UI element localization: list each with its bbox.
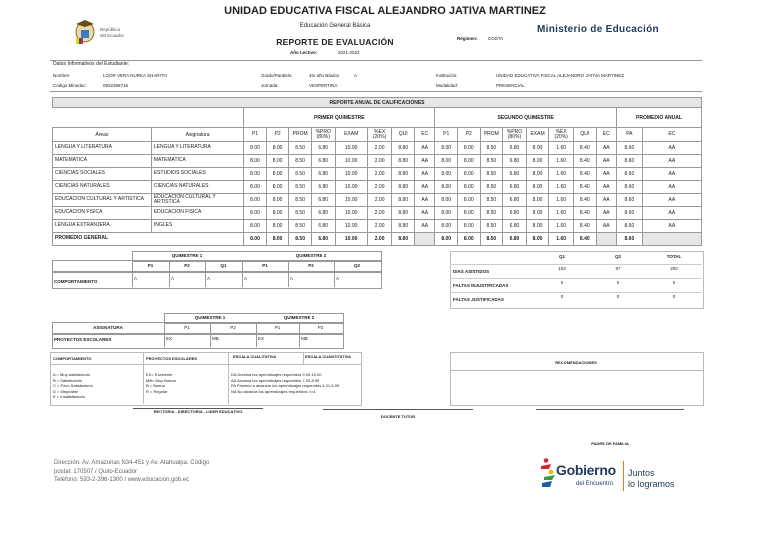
grade-cell: AA bbox=[642, 168, 701, 181]
grade-cell: 8.50 bbox=[289, 168, 312, 181]
grade-cell: AA bbox=[596, 207, 616, 220]
government-logo bbox=[540, 455, 700, 497]
institution-label: Institución: bbox=[436, 73, 458, 78]
grade-cell: 1.60 bbox=[549, 181, 574, 194]
grade-cell: AA bbox=[596, 194, 616, 207]
area-cell: EDUCACION FISICA bbox=[53, 207, 152, 220]
area-cell: LENGUA EXTRANJERA bbox=[53, 220, 152, 233]
grade-cell: 8.60 bbox=[616, 220, 642, 233]
area-cell: EDUCACION CULTURAL Y ARTISTICA bbox=[53, 194, 152, 207]
general-average-cell: 8.50 bbox=[480, 233, 503, 246]
grade-cell: AA bbox=[642, 181, 701, 194]
grade-cell: 8.40 bbox=[574, 142, 597, 155]
grade-cell: 2.00 bbox=[367, 155, 392, 168]
year-label: Año Lectivo: bbox=[290, 50, 318, 55]
grade-cell: 8.00 bbox=[526, 155, 549, 168]
legend-section bbox=[50, 352, 360, 404]
area-column-header: Áreas bbox=[53, 128, 152, 142]
grade-col-header: P2 bbox=[266, 128, 289, 142]
grade-cell: 6.80 bbox=[311, 220, 335, 233]
grade-cell: 2.00 bbox=[367, 181, 392, 194]
area-cell: MATEMATICA bbox=[53, 155, 152, 168]
grade-cell: 8.00 bbox=[526, 207, 549, 220]
attendance-row-label: FALTAS JUSTIFICADAS bbox=[453, 297, 504, 302]
grade-cell: 2.00 bbox=[367, 168, 392, 181]
grade-cell: 10.00 bbox=[335, 220, 367, 233]
general-average-cell: 6.80 bbox=[503, 233, 527, 246]
name-label: Nombre: bbox=[53, 73, 71, 78]
grade-col-header: QUI bbox=[574, 128, 597, 142]
grade-cell: 8.80 bbox=[392, 194, 415, 207]
attendance-section bbox=[450, 251, 702, 307]
grade-scale-item: PA Próximo a alcanzar los aprendizajes requeridos 4.01-6.99 bbox=[231, 383, 340, 388]
general-average-cell: 8.00 bbox=[526, 233, 549, 246]
grade-cell: 6.80 bbox=[503, 220, 527, 233]
grade-cell: 8.00 bbox=[244, 181, 267, 194]
grade-cell: 1.60 bbox=[549, 168, 574, 181]
projects-col-header: P1 bbox=[184, 325, 190, 330]
general-average-cell: 8.80 bbox=[392, 233, 415, 246]
attendance-row-label: DIAS ASISTIDOS bbox=[453, 269, 490, 274]
general-average-cell: 8.50 bbox=[289, 233, 312, 246]
general-average-cell: 8.00 bbox=[458, 233, 481, 246]
behavior-row-label: COMPORTAMIENTO bbox=[54, 279, 98, 284]
rector-signature-label: RECTORIA - DIRECTORIA - LIDER EDUCATIVO bbox=[153, 409, 243, 414]
general-average-row bbox=[53, 233, 702, 246]
grade-cell: 8.50 bbox=[480, 194, 503, 207]
address-line-1: Dirección: Av. Amazonas N34-451 y Av. Atahualpa. Código bbox=[54, 460, 210, 466]
grade-cell: 8.50 bbox=[480, 220, 503, 233]
subject-cell: EDUCACION FISICA bbox=[151, 207, 243, 220]
grade-cell: AA bbox=[596, 155, 616, 168]
parent-signature-label: PADRE DE FAMILIA bbox=[591, 441, 629, 446]
grade-cell: 6.80 bbox=[311, 207, 335, 220]
institution-value: UNIDAD EDUCATIVA FISCAL ALEJANDRO JATIVA MARTINEZ bbox=[496, 73, 624, 78]
grade-cell: 8.50 bbox=[480, 168, 503, 181]
grade-cell: 8.50 bbox=[289, 207, 312, 220]
grade-cell: 8.80 bbox=[392, 155, 415, 168]
grade-col-header: P1 bbox=[244, 128, 267, 142]
attendance-value: 200 bbox=[670, 266, 678, 271]
grade-cell: 8.00 bbox=[266, 207, 289, 220]
attendance-value: 0 bbox=[672, 294, 676, 299]
grade-cell: 8.00 bbox=[526, 220, 549, 233]
grade-scale-item: NA No alcanza los aprendizajes requeridos <=4 bbox=[231, 388, 316, 394]
general-average-cell bbox=[415, 233, 435, 246]
projects-scale-item: EX= Excelente bbox=[146, 372, 173, 377]
mode-label: Modalidad: bbox=[436, 83, 459, 88]
grade-label: Grado/Paralelo: bbox=[261, 73, 293, 78]
grade-cell: 8.00 bbox=[458, 181, 481, 194]
behavior-section bbox=[52, 251, 382, 287]
area-cell: CIENCIAS NATURALES bbox=[53, 181, 152, 194]
grades-table bbox=[52, 97, 702, 246]
grade-cell: 8.60 bbox=[616, 155, 642, 168]
behavior-scale-item: B = Satisfactorio bbox=[53, 377, 83, 383]
grade-cell: 8.00 bbox=[526, 194, 549, 207]
grade-cell: AA bbox=[642, 142, 701, 155]
grade-cell: 6.80 bbox=[503, 168, 527, 181]
grade-cell: 8.00 bbox=[458, 155, 481, 168]
attendance-value: 103 bbox=[558, 266, 566, 271]
grade-scale-item: AA Alcanza los aprendizajes requeridos 7.00-8.99 bbox=[231, 377, 320, 383]
attendance-value: 0 bbox=[616, 280, 620, 285]
general-average-cell bbox=[596, 233, 616, 246]
grade-cell: 8.00 bbox=[266, 155, 289, 168]
general-average-cell: 2.00 bbox=[367, 233, 392, 246]
grade-cell: 6.80 bbox=[311, 168, 335, 181]
grade-cell: 2.00 bbox=[367, 194, 392, 207]
grade-cell: 8.00 bbox=[266, 194, 289, 207]
grade-cell: AA bbox=[596, 220, 616, 233]
general-average-cell: 6.80 bbox=[311, 233, 335, 246]
student-code: 0932396716 bbox=[103, 83, 129, 88]
first-quimestre-header: PRIMER QUIMESTRE bbox=[244, 108, 435, 128]
grade-cell: AA bbox=[642, 155, 701, 168]
grade-cell: 8.40 bbox=[574, 168, 597, 181]
grade-cell: 6.80 bbox=[311, 142, 335, 155]
grade-cell: 8.00 bbox=[244, 220, 267, 233]
report-title: REPORTE DE EVALUACIÓN bbox=[276, 37, 394, 47]
grade-col-header: P1 bbox=[435, 128, 458, 142]
grade-cell: 8.40 bbox=[574, 220, 597, 233]
attendance-value: 0 bbox=[672, 280, 676, 285]
student-section-title: Datos Informativos del Estudiante: bbox=[53, 61, 130, 67]
general-average-cell: 8.00 bbox=[266, 233, 289, 246]
grade-col-header: QUI bbox=[392, 128, 415, 142]
grade-cell: 8.00 bbox=[458, 168, 481, 181]
grade-cell: 10.00 bbox=[335, 194, 367, 207]
annual-report-title: REPORTE ANUAL DE CALIFICACIONES bbox=[53, 98, 702, 108]
grade-col-header: %EX (20%) bbox=[549, 128, 574, 142]
grade-cell: 10.00 bbox=[335, 155, 367, 168]
grade-cell: 8.50 bbox=[289, 220, 312, 233]
grade-cell: 8.00 bbox=[526, 168, 549, 181]
grade-cell: 2.00 bbox=[367, 220, 392, 233]
grade-cell: 10.00 bbox=[335, 168, 367, 181]
behavior-value: A bbox=[134, 276, 138, 281]
grade-cell: 8.00 bbox=[435, 181, 458, 194]
grade-cell: AA bbox=[415, 220, 435, 233]
grade-cell: 6.80 bbox=[503, 181, 527, 194]
general-average-cell: 8.60 bbox=[616, 233, 642, 246]
attendance-col-header: Q1 bbox=[558, 254, 565, 259]
recommendations-box bbox=[450, 352, 702, 404]
gov-name: Gobierno bbox=[556, 462, 616, 478]
slogan-line-1: Juntos bbox=[628, 468, 655, 478]
parent-signature-line bbox=[536, 409, 684, 410]
grade-cell: 8.00 bbox=[244, 142, 267, 155]
grade-cell: 8.00 bbox=[458, 207, 481, 220]
projects-col-header: P2 bbox=[317, 325, 324, 330]
subject-cell: ESTUDIOS SOCIALES bbox=[151, 168, 243, 181]
projects-section bbox=[52, 313, 344, 347]
projects-q1-header: QUIMESTRE 1 bbox=[194, 315, 226, 320]
slogan-line-2: lo logramos bbox=[628, 479, 675, 489]
grade-cell: 1.60 bbox=[549, 220, 574, 233]
behavior-value: A bbox=[207, 276, 211, 281]
ecuador-logo bbox=[72, 18, 132, 46]
legend-behavior-title: COMPORTAMIENTO bbox=[53, 356, 92, 361]
subject-cell: INGLES bbox=[151, 220, 243, 233]
shift-value: VESPERTINA bbox=[309, 83, 338, 88]
legend-projects-title: PROYECTOS ESCOLARES bbox=[146, 356, 198, 361]
grade-cell: 8.80 bbox=[392, 181, 415, 194]
projects-scale-item: MB= Muy Buena bbox=[146, 377, 176, 383]
grade-cell: 8.40 bbox=[574, 155, 597, 168]
grade-cell: AA bbox=[642, 207, 701, 220]
grade-row bbox=[53, 220, 702, 233]
grade-col-header: EC bbox=[596, 128, 616, 142]
grade-row bbox=[53, 181, 702, 194]
grade-cell: 8.60 bbox=[616, 142, 642, 155]
projects-value: MB bbox=[212, 336, 219, 341]
grade-cell: 8.00 bbox=[244, 194, 267, 207]
grade-col-header: EXAM bbox=[526, 128, 549, 142]
grade-row bbox=[53, 168, 702, 181]
grade-cell: 1.60 bbox=[549, 207, 574, 220]
general-average-cell: 8.00 bbox=[435, 233, 458, 246]
grade-col-header: %PRO (80%) bbox=[503, 128, 527, 142]
grade-cell: 8.80 bbox=[392, 207, 415, 220]
grade-cell: 8.00 bbox=[244, 168, 267, 181]
behavior-scale-item: C = Poco Satisfactorio bbox=[53, 383, 93, 388]
grade-row bbox=[53, 194, 702, 207]
school-year: 2021-2022 bbox=[338, 50, 360, 55]
tutor-signature-label: DOCENTE TUTOR bbox=[380, 414, 416, 419]
projects-scale-item: B = Buena bbox=[146, 383, 165, 388]
behavior-value: A bbox=[290, 276, 294, 281]
logo-text-2: del Ecuador bbox=[100, 33, 125, 38]
grade-col-header: %PRO (80%) bbox=[311, 128, 335, 142]
legend-quant-title: ESCALA CUANTITATIVA bbox=[305, 354, 352, 359]
grade-cell: 1.60 bbox=[549, 155, 574, 168]
grade-row bbox=[53, 155, 702, 168]
grade-cell: 8.00 bbox=[266, 220, 289, 233]
behavior-value: A bbox=[171, 276, 175, 281]
grade-cell: 1.60 bbox=[549, 194, 574, 207]
grade-cell: 8.00 bbox=[244, 207, 267, 220]
grade-cell: AA bbox=[415, 194, 435, 207]
shift-label: Jornada: bbox=[261, 83, 279, 88]
grade-col-header: P2 bbox=[458, 128, 481, 142]
projects-col-header: P2 bbox=[230, 325, 236, 330]
school-name: UNIDAD EDUCATIVA FISCAL ALEJANDRO JATIVA MARTINEZ bbox=[224, 5, 546, 17]
general-average-cell: 8.40 bbox=[574, 233, 597, 246]
grade-col-header: EXAM bbox=[335, 128, 367, 142]
logo-text-1: República bbox=[100, 27, 121, 32]
attendance-value: 97 bbox=[615, 266, 621, 271]
grade-cell: AA bbox=[415, 207, 435, 220]
general-average-cell: 10.00 bbox=[335, 233, 367, 246]
attendance-value: 0 bbox=[616, 294, 620, 299]
gov-subtitle: del Encuentro bbox=[576, 481, 614, 487]
grade-cell: 8.00 bbox=[266, 142, 289, 155]
grade-cell: 8.80 bbox=[392, 220, 415, 233]
behavior-value: A bbox=[244, 276, 248, 281]
behavior-col-header: P2 bbox=[308, 263, 314, 268]
attendance-col-header: Q2 bbox=[614, 254, 621, 259]
behavior-scale-item: E = Insatisfactorio bbox=[53, 394, 85, 399]
behavior-q2-header: QUIMESTRE 2 bbox=[295, 253, 327, 258]
grade-scale-item: DA Domina los aprendizajes requeridos 9.00-10.00 bbox=[231, 372, 322, 377]
attendance-value: 0 bbox=[560, 280, 564, 285]
attendance-col-header: TOTAL bbox=[666, 254, 682, 259]
grade-cell: 8.00 bbox=[435, 168, 458, 181]
tutor-signature-line bbox=[323, 409, 473, 410]
projects-q2-header: QUIMESTRE 2 bbox=[283, 315, 315, 320]
grade-row bbox=[53, 142, 702, 155]
grade-cell: AA bbox=[415, 142, 435, 155]
grade-cell: 8.00 bbox=[458, 194, 481, 207]
grade-cell: 8.00 bbox=[244, 155, 267, 168]
grade-cell: 6.80 bbox=[503, 155, 527, 168]
projects-value: EX bbox=[166, 336, 173, 341]
grade-cell: 6.80 bbox=[311, 181, 335, 194]
projects-scale-item: R = Regular bbox=[146, 388, 168, 394]
subject-column-header: Asignatura bbox=[151, 128, 243, 142]
general-average-cell bbox=[642, 233, 701, 246]
grade-cell: 10.00 bbox=[335, 142, 367, 155]
grade-cell: 2.00 bbox=[367, 142, 392, 155]
grade-col-header: %EX (20%) bbox=[367, 128, 392, 142]
grade-cell: 10.00 bbox=[335, 181, 367, 194]
general-average-cell: 8.00 bbox=[244, 233, 267, 246]
behavior-col-header: P2 bbox=[184, 263, 190, 268]
grade-cell: 2.00 bbox=[367, 207, 392, 220]
subject-cell: MATEMATICA bbox=[151, 155, 243, 168]
grade-cell: AA bbox=[415, 155, 435, 168]
grade-cell: 8.50 bbox=[480, 155, 503, 168]
grade-cell: AA bbox=[642, 220, 701, 233]
grade-col-header: PROM bbox=[480, 128, 503, 142]
general-average-cell: 1.60 bbox=[549, 233, 574, 246]
grade-cell: 8.00 bbox=[435, 155, 458, 168]
grade-cell: 8.40 bbox=[574, 194, 597, 207]
grade-cell: 8.00 bbox=[435, 220, 458, 233]
behavior-scale-item: D = Mejorable bbox=[53, 388, 79, 394]
grade-cell: 1.60 bbox=[549, 142, 574, 155]
code-label: Código Mineduc: bbox=[53, 83, 87, 88]
area-cell: CIENCIAS SOCIALES bbox=[53, 168, 152, 181]
grade-cell: 8.40 bbox=[574, 207, 597, 220]
regime-label: Régimen: bbox=[457, 36, 478, 41]
grade-cell: 8.00 bbox=[266, 181, 289, 194]
grade-cell: 8.00 bbox=[435, 142, 458, 155]
grade-cell: 8.50 bbox=[289, 142, 312, 155]
grade-cell: AA bbox=[415, 181, 435, 194]
behavior-col-header: Q1 bbox=[220, 263, 227, 268]
grade-cell: 6.80 bbox=[311, 155, 335, 168]
grade-cell: 10.00 bbox=[335, 207, 367, 220]
behavior-q1-header: QUIMESTRE 1 bbox=[171, 253, 203, 258]
grade-cell: AA bbox=[596, 181, 616, 194]
subject-cell: EDUCACION CULTURAL Y ARTISTICA bbox=[151, 194, 243, 207]
grade-cell: 8.80 bbox=[392, 142, 415, 155]
footer-address bbox=[54, 459, 209, 485]
grade-cell: 8.50 bbox=[289, 181, 312, 194]
education-level: Educación General Básica bbox=[299, 23, 371, 29]
grade-row bbox=[53, 207, 702, 220]
grade-cell: 8.50 bbox=[480, 207, 503, 220]
grade-cell: 6.80 bbox=[311, 194, 335, 207]
grade-value: 4to año Básica bbox=[309, 73, 339, 78]
behavior-col-header: P1 bbox=[262, 263, 268, 268]
grade-cell: 8.50 bbox=[480, 142, 503, 155]
grade-cell: AA bbox=[642, 194, 701, 207]
projects-value: MB bbox=[301, 336, 308, 341]
general-average-label: PROMEDIO GENERAL bbox=[53, 233, 244, 246]
address-line-3: Teléfono: 593-2-396-1300 / www.educacion.gob.ec bbox=[54, 477, 190, 483]
projects-subject-header: ASIGNATURA bbox=[93, 325, 123, 330]
recommendations-title: RECOMENDACIONES bbox=[555, 360, 597, 365]
grade-cell: 8.50 bbox=[289, 194, 312, 207]
grade-cell: AA bbox=[415, 168, 435, 181]
behavior-value: A bbox=[336, 276, 340, 281]
grade-col-header: PROM bbox=[289, 128, 312, 142]
regime-value: COSTA bbox=[488, 36, 504, 41]
grade-cell: 8.00 bbox=[435, 207, 458, 220]
grade-cell: AA bbox=[596, 142, 616, 155]
grade-col-header: EC bbox=[642, 128, 701, 142]
grade-cell: 8.00 bbox=[526, 142, 549, 155]
address-line-2: postal: 170507 / Quito-Ecuador bbox=[54, 468, 138, 475]
attendance-value: 0 bbox=[560, 294, 564, 299]
grade-cell: 6.80 bbox=[503, 207, 527, 220]
parallel-value: A bbox=[354, 73, 358, 78]
projects-row-label: PROYECTOS ESCOLARES bbox=[54, 337, 112, 342]
student-name: LOOR VERA NURKA SHARITH bbox=[103, 73, 167, 78]
grade-col-header: EC bbox=[415, 128, 435, 142]
annual-report-section bbox=[52, 97, 702, 246]
grade-cell: 8.00 bbox=[458, 142, 481, 155]
behavior-col-header: P1 bbox=[147, 263, 154, 268]
grade-cell: 6.80 bbox=[503, 142, 527, 155]
grade-cell: 8.60 bbox=[616, 207, 642, 220]
grade-cell: 6.80 bbox=[503, 194, 527, 207]
projects-value: EX bbox=[258, 336, 265, 341]
legend-qual-title: ESCALA CUALITATIVA bbox=[233, 354, 277, 359]
grade-cell: 8.00 bbox=[266, 168, 289, 181]
grade-cell: 8.80 bbox=[392, 168, 415, 181]
attendance-row-label: FALTAS INJUSTIFICADAS bbox=[453, 283, 509, 288]
grade-col-header: PA bbox=[616, 128, 642, 142]
grade-cell: 8.00 bbox=[458, 220, 481, 233]
grade-cell: 8.60 bbox=[616, 168, 642, 181]
grade-cell: 8.00 bbox=[526, 181, 549, 194]
grade-cell: 8.40 bbox=[574, 181, 597, 194]
behavior-scale-item: A = Muy satisfactorio bbox=[53, 372, 91, 377]
grade-cell: 8.50 bbox=[480, 181, 503, 194]
projects-col-header: P1 bbox=[274, 325, 281, 330]
subject-cell: CIENCIAS NATURALES bbox=[151, 181, 243, 194]
area-cell: LENGUA Y LITERATURA bbox=[53, 142, 152, 155]
people-figure-icon bbox=[540, 457, 556, 491]
grade-cell: AA bbox=[596, 168, 616, 181]
ministry-name: Ministerio de Educación bbox=[537, 24, 659, 35]
grade-cell: 8.00 bbox=[435, 194, 458, 207]
mode-value: PRESENCIAL bbox=[496, 83, 525, 88]
grade-cell: 8.60 bbox=[616, 181, 642, 194]
coat-of-arms-icon bbox=[72, 18, 98, 46]
grade-cell: 8.50 bbox=[289, 155, 312, 168]
grade-cell: 8.60 bbox=[616, 194, 642, 207]
behavior-col-header: Q2 bbox=[353, 263, 360, 268]
annual-average-header: PROMEDIO ANUAL bbox=[616, 108, 701, 128]
second-quimestre-header: SEGUNDO QUIMESTRE bbox=[435, 108, 617, 128]
subject-cell: LENGUA Y LITERATURA bbox=[151, 142, 243, 155]
